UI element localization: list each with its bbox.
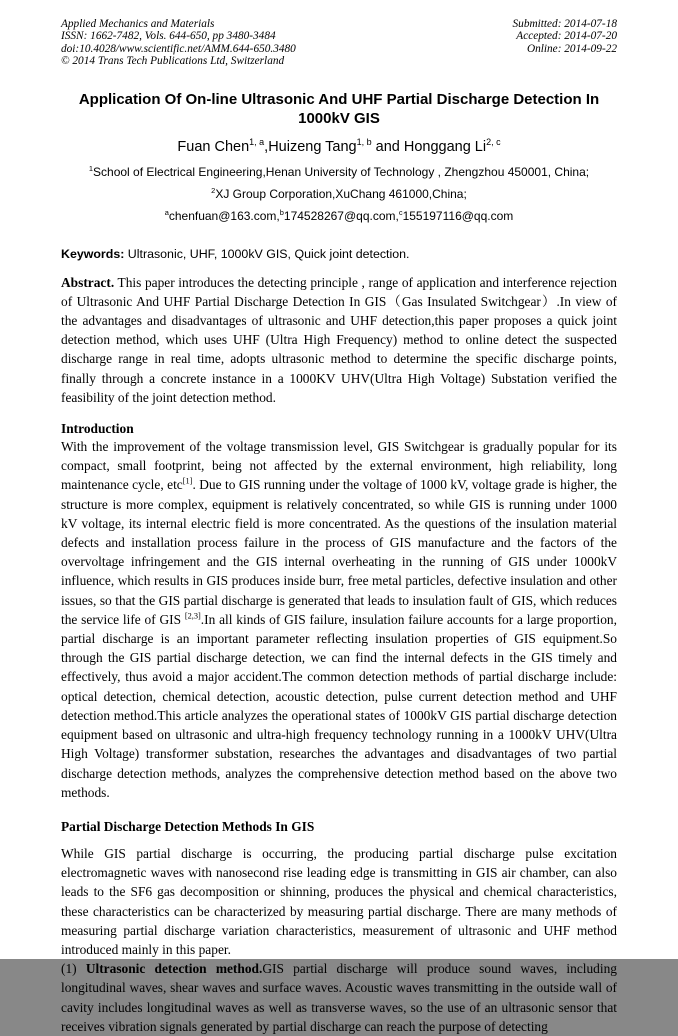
page-header (61, 18, 617, 68)
accepted-date-line: Accepted: 2014-07-20 (516, 30, 617, 43)
method-item-name: Ultrasonic detection method. (85, 961, 263, 977)
submission-dates-block (513, 18, 617, 68)
author-name: Honggang Li (403, 138, 487, 155)
author-separator: , (264, 138, 269, 155)
method-item-number: (1) (61, 961, 86, 977)
introduction-paragraph (61, 437, 617, 802)
abstract-paragraph (61, 273, 617, 407)
keywords-text: Ultrasonic, UHF, 1000kV GIS, Quick joint detection. (124, 246, 410, 261)
affiliation-text: XJ Group Corporation,XuChang 461000,China; (215, 186, 467, 201)
keywords-label: Keywords: (61, 246, 125, 261)
citation-ref-1: [1] (182, 476, 193, 486)
author-name: Fuan Chen (177, 138, 250, 155)
submitted-date-line: Submitted: 2014-07-18 (512, 18, 617, 30)
affiliation-line-1 (61, 165, 617, 179)
author-name: Huizeng Tang (268, 138, 357, 155)
section-heading-introduction: Introduction (61, 421, 134, 437)
journal-copyright-line: © 2014 Trans Tech Publications Ltd, Switzerland (61, 55, 285, 68)
email-address: chenfuan@163.com, (168, 208, 280, 223)
affiliation-text: School of Electrical Engineering,Henan University of Technology , Zhengzhou 450001, China; (93, 164, 590, 179)
emails-line (61, 209, 617, 223)
email-superscript: a (164, 207, 169, 217)
keywords-line (61, 247, 617, 262)
methods-paragraph-1: While GIS partial discharge is occurring, the producing partial discharge pulse excitation electromagnetic waves with nanosecond rise leading edge is transmitting in GIS air chamber, can also leads to the SF6 gas decomposition or shinning, produces the physical and chemical characteristics, these characteristics can be characterized by measuring partial discharge. There are many methods of measuring partial discharge variation characteristics, measurement of ultrasonic and UHF method introduced mainly in this paper. (61, 845, 617, 957)
abstract-text: This paper introduces the detecting principle , range of application and interference rejection of Ultrasonic And UHF Partial Discharge Detection In GIS（Gas Insulated Switchgear）.In view of the advantages and disadvantages of ultrasonic and UHF detection,this paper proposes a quick joint detection method, which uses UHF (Ultra High Frequency) method to online detect the suspected discharge range in real time, adopts ultrasonic method to determine the specific discharge points, finally through a concrete instance in a 1000KV UHV(Ultra High Voltage) Substation verified the feasibility of the joint detection method. (61, 274, 617, 405)
email-address: 155197116@qq.com (402, 208, 514, 223)
introduction-text-part: With the improvement of the voltage transmission level, GIS Switchgear is gradually popular for its compact, small footprint, being not affected by the external environment, high reliability, long maintenance cycle, etc (61, 439, 617, 493)
method-item-text: GIS partial discharge will produce sound waves, including longitudinal waves, shear waves and surface waves. Acoustic waves transmitting in the outside wall of cavity includes longitudinal waves as well as transverse waves, so the use of an ultrasonic sensor that receives vibration signals generated by partial discharge can reach the purpose of detecting (61, 961, 617, 1034)
journal-issn-line: ISSN: 1662-7482, Vols. 644-650, pp 3480-3484 (61, 30, 276, 43)
authors-line (61, 137, 617, 157)
section-heading-methods: Partial Discharge Detection Methods In GIS (61, 818, 315, 834)
journal-name-line: Applied Mechanics and Materials (61, 18, 215, 30)
citation-ref-2-3: [2,3] (184, 611, 201, 621)
journal-doi-line: doi:10.4028/www.scientific.net/AMM.644-650.3480 (61, 42, 296, 55)
author-separator: and (371, 138, 404, 155)
email-superscript: b (279, 207, 284, 217)
methods-paragraph-2 (61, 959, 617, 1036)
affiliation-line-2 (61, 187, 617, 201)
author-superscript: 2, c (486, 136, 501, 147)
author-superscript: 1, b (356, 136, 372, 147)
introduction-text-part: .In all kinds of GIS failure, insulation failure accounts for a large proportion, partial discharge is an important parameter reflecting insulation properties of GIS equipment.So through the GIS partial discharge detection, we can find the internal defects in the GIS timely and effectively, thus avoid a major accident.The common detection methods of partial discharge include: optical detection, chemical detection, acoustic detection, pulse current detection method and UHF detection method.This article analyzes the operational states of 1000kV GIS partial discharge detection equipment based on ultrasonic and ultra-high frequency technology running in a 1000kV UHV(Ultra High Voltage) transformer substation, researches the advantages and disadvantages of two partial discharge detection methods, analyzes the comprehensive detection method based on the above two methods. (61, 611, 617, 800)
abstract-label: Abstract. (61, 274, 115, 290)
paper-title: Application Of On-line Ultrasonic And UHF Partial Discharge Detection In 1000kV GIS (78, 90, 600, 127)
affiliation-superscript: 1 (88, 163, 94, 173)
introduction-text-part: . Due to GIS running under the voltage of 1000 kV, voltage grade is higher, the structure is more complex, equipment is relatively concentrated, so while GIS is running under 1000 kV voltage, its internal electric field is more concentrated. As the questions of the insulation material defects and installation process failure in the process of GIS manufacture and the factors of the overvoltage infringement and the GIS internal overheating in the running of GIS under 1000kV influence, which results in GIS produces inside burr, free metal particles, defective insulation and other issues, so that the GIS partial discharge is generated that leads to insulation fault of GIS, which reduces the service life of GIS (61, 477, 617, 627)
author-superscript: 1, a (249, 136, 265, 147)
affiliation-superscript: 2 (211, 185, 216, 195)
email-address: 174528267@qq.com, (283, 208, 399, 223)
journal-info-block (61, 18, 296, 68)
online-date-line: Online: 2014-09-22 (526, 42, 617, 55)
email-superscript: c (398, 207, 403, 217)
